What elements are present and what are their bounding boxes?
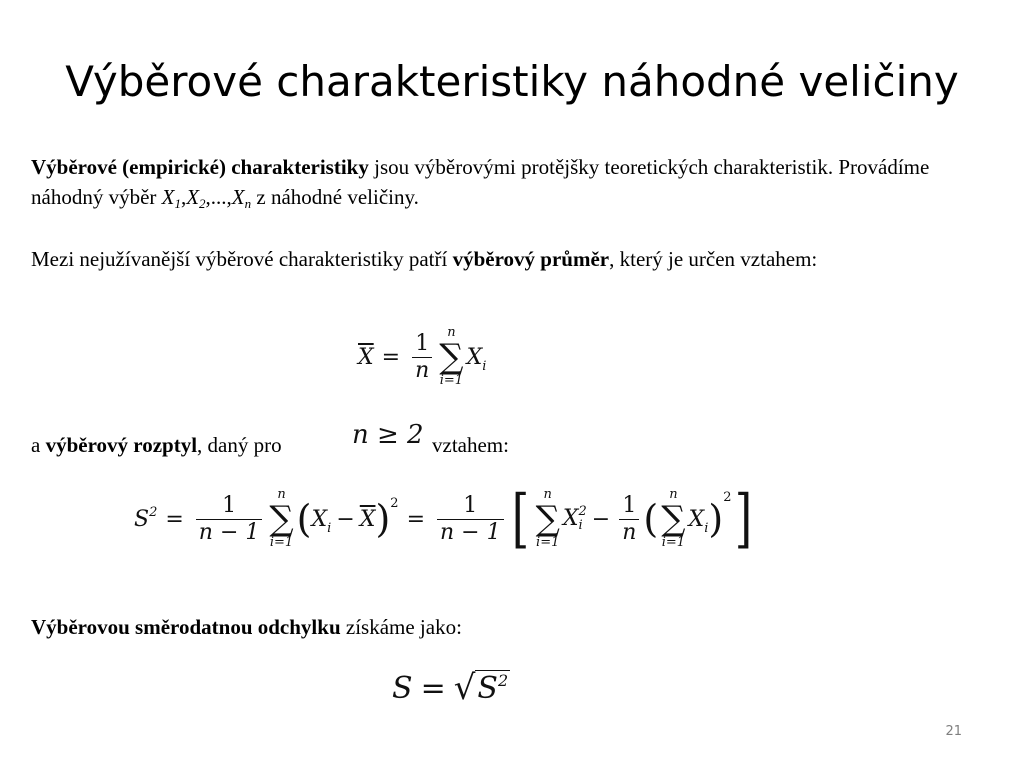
variance-text-b: , daný pro — [197, 433, 282, 457]
sd-eq: = — [420, 670, 446, 706]
intro-bold-term: Výběrové (empirické) charakteristiky — [31, 155, 369, 179]
sample-xn: $X_n$ — [231, 185, 252, 211]
formula-sample-variance — [134, 484, 756, 554]
var-fraction-1: $\frac{1}{n - 1}$ — [196, 493, 263, 546]
variance-text-c: vztahem: — [432, 433, 509, 457]
var-rparen: ) — [375, 497, 391, 541]
intro-text-a: jsou výběrovými protějšky teoretických charakteristik. Provádíme náhodný výběr — [31, 155, 930, 209]
sd-paragraph — [31, 612, 931, 642]
mean-bold-term: výběrový průměr — [452, 247, 610, 271]
variance-text-a: a — [31, 433, 46, 457]
var-lparen: ( — [296, 497, 312, 541]
page-number: 21 — [945, 724, 962, 739]
var-lhs: $S^2$ — [134, 504, 158, 532]
var-xi-2: $X_i$ — [688, 506, 709, 536]
var-summation-3: n ∑ i=1 — [661, 487, 686, 550]
mean-paragraph — [31, 244, 931, 274]
mean-text-a: Mezi nejužívanější výběrové charakteristiky patří — [31, 247, 453, 271]
var-rbracket: ] — [735, 482, 753, 556]
formula-standard-deviation — [392, 668, 510, 708]
mean-term: $X_i$ — [466, 344, 487, 374]
mean-fraction: $\frac{1}{n}$ — [412, 331, 432, 384]
sd-bold-term: Výběrovou směrodatnou odchylku — [31, 615, 341, 639]
sample-sep: , — [180, 185, 187, 209]
variance-condition: n ≥ 2 — [352, 420, 424, 450]
sample-x1: $X_1$ — [161, 185, 181, 211]
var-summation-1: n ∑ i=1 — [269, 487, 294, 550]
var-eq-1: = — [165, 506, 184, 532]
sd-radical: √ — [453, 668, 476, 708]
mean-eq: = — [381, 344, 401, 370]
mean-text-b: , který je určen vztahem: — [609, 247, 818, 271]
variance-bold-term: výběrový rozptyl — [45, 433, 198, 457]
intro-paragraph — [31, 152, 931, 212]
var-fraction-3: $\frac{1}{n}$ — [619, 493, 639, 546]
var-xi: $X_i$ — [311, 506, 332, 536]
var-fraction-2: $\frac{1}{n - 1}$ — [437, 493, 504, 546]
var-xi-sq: X 2 i — [562, 504, 587, 533]
sd-text-a: získáme jako: — [340, 615, 462, 639]
mean-summation: n ∑ i=1 — [439, 325, 464, 388]
formula-sample-mean — [358, 326, 486, 388]
sample-dots: ,..., — [205, 185, 232, 209]
sample-x2: $X_2$ — [186, 185, 206, 211]
var-lbracket: [ — [511, 482, 529, 556]
slide-title: Výběrové charakteristiky náhodné veličiny — [65, 57, 959, 106]
var-summation-2: n ∑ i=1 — [535, 487, 560, 550]
var-eq-2: = — [406, 506, 425, 532]
var-lparen-2: ( — [643, 497, 659, 541]
mean-lhs: $\overline{X}$ — [358, 344, 374, 370]
var-minus-2: − — [591, 506, 611, 532]
sd-lhs: S — [392, 670, 413, 706]
var-pow: 2 — [390, 495, 399, 511]
var-pow-2: 2 — [723, 489, 732, 505]
var-xbar: $\overline{X}$ — [359, 506, 376, 532]
var-minus: − — [336, 506, 355, 532]
var-rparen-2: ) — [708, 497, 724, 541]
sd-radicand: $S^2$ — [477, 671, 509, 706]
intro-text-b: z náhodné veličiny. — [251, 185, 419, 209]
